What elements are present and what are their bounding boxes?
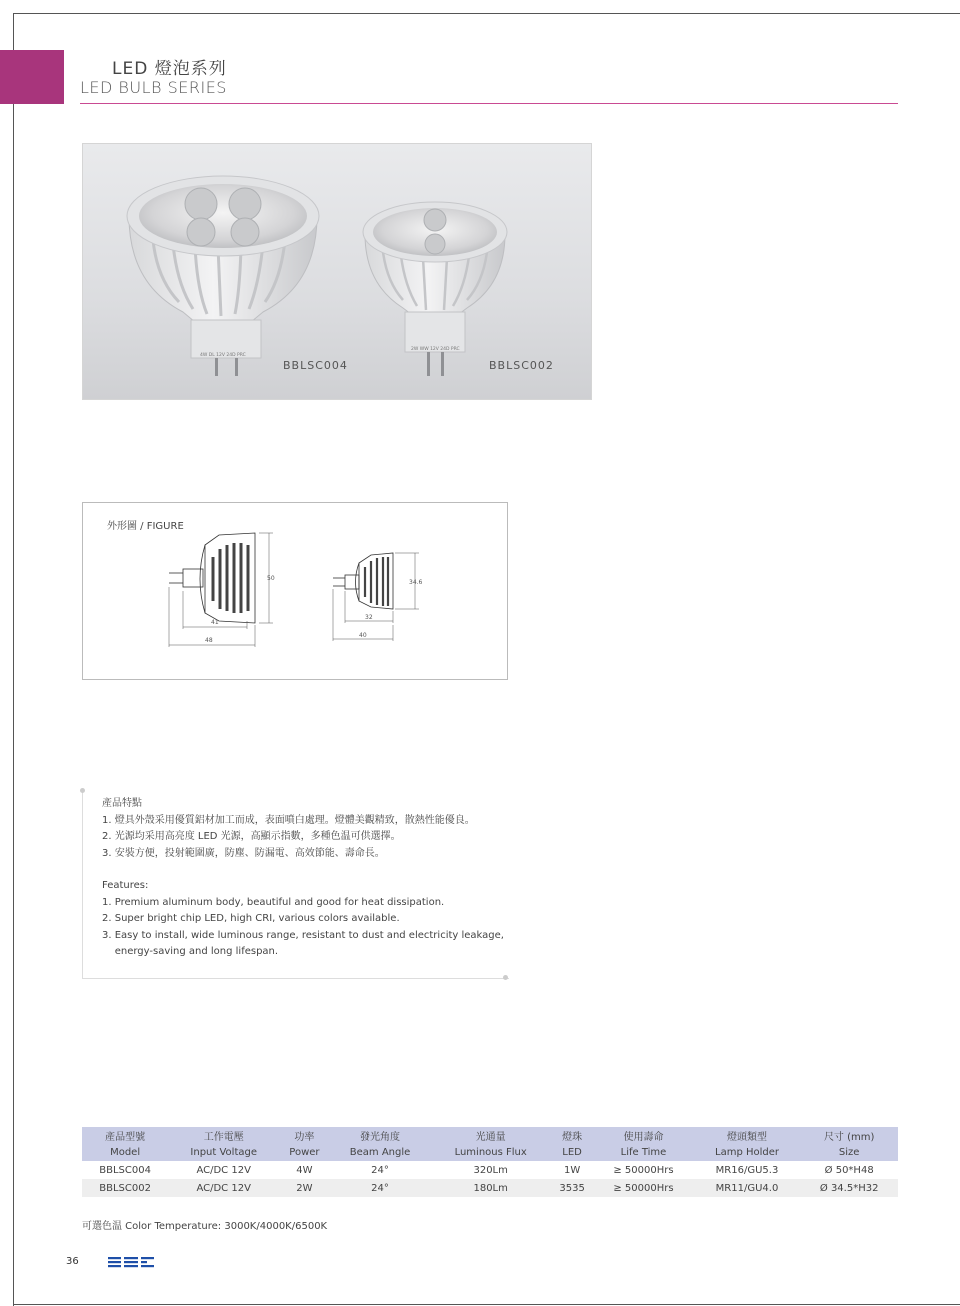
cell-voltage: AC/DC 12V — [168, 1179, 279, 1197]
cell-beam: 24° — [330, 1161, 431, 1179]
table-row — [82, 1161, 898, 1179]
th-beam-cn: 發光角度 — [330, 1127, 431, 1144]
drawing-bulb-small — [333, 553, 393, 609]
dimension-drawing — [83, 503, 509, 681]
cell-size: Ø 50*H48 — [800, 1161, 898, 1179]
section-color-tab — [0, 50, 64, 104]
bulb-bbl-sc002 — [363, 202, 507, 376]
th-flux-en: Luminous Flux — [430, 1144, 550, 1161]
cell-voltage: AC/DC 12V — [168, 1161, 279, 1179]
page-frame-left — [13, 13, 14, 1306]
feature-en-item: energy-saving and long lifespan. — [102, 946, 279, 957]
th-size-en: Size — [800, 1144, 898, 1161]
drawing-bulb-large — [169, 533, 255, 623]
table-row — [82, 1179, 898, 1197]
cell-power: 4W — [279, 1161, 329, 1179]
dim-height-large: 50 — [267, 575, 275, 582]
feature-cn-item: 2. 光源均采用高亮度 LED 光源，高顯示指數，多種色温可供選擇。 — [102, 831, 401, 842]
th-size-cn: 尺寸 (mm) — [800, 1127, 898, 1144]
bulb-2-print: 2W WW 12V 24D PRC — [411, 347, 460, 352]
cell-led: 3535 — [551, 1179, 593, 1197]
bulb-bbl-sc004 — [127, 176, 319, 376]
section-title-cn: LED 燈泡系列 — [112, 59, 227, 79]
panel-corner-dot — [503, 975, 508, 980]
feature-cn-item: 3. 安裝方便，投射範圍廣，防塵、防漏電、高效節能、壽命長。 — [102, 847, 385, 859]
page-number: 36 — [66, 1256, 79, 1267]
table-header-en — [82, 1144, 898, 1161]
th-flux-cn: 光通量 — [430, 1127, 550, 1144]
th-holder-en: Lamp Holder — [694, 1144, 801, 1161]
product-photo — [82, 143, 592, 400]
cell-model: BBLSC004 — [82, 1161, 168, 1179]
dim-total-large: 48 — [205, 637, 213, 644]
photo-label-bblsc002: BBLSC002 — [489, 359, 554, 372]
th-model-cn: 產品型號 — [82, 1127, 168, 1144]
cell-model: BBLSC002 — [82, 1179, 168, 1197]
spec-table — [82, 1127, 898, 1197]
page-frame-top — [13, 13, 960, 14]
th-beam-en: Beam Angle — [330, 1144, 431, 1161]
cell-led: 1W — [551, 1161, 593, 1179]
th-power-en: Power — [279, 1144, 329, 1161]
cell-life: ≥ 50000Hrs — [593, 1179, 693, 1197]
features-en — [102, 878, 504, 961]
dim-height-small: 34.6 — [409, 579, 423, 586]
th-led-en: LED — [551, 1144, 593, 1161]
feature-en-item: 1. Premium aluminum body, beautiful and good for heat dissipation. — [102, 896, 445, 908]
table-header-cn — [82, 1127, 898, 1144]
feature-cn-item: 1. 燈具外殼采用優質鋁材加工而成，表面噴白處理。燈體美觀精致，散熱性能優良。 — [102, 814, 475, 826]
bmc-logo — [108, 1256, 156, 1268]
cell-flux: 320Lm — [430, 1161, 550, 1179]
th-voltage-cn: 工作電壓 — [168, 1127, 279, 1144]
th-voltage-en: Input Voltage — [168, 1144, 279, 1161]
features-heading-en: Features: — [102, 880, 149, 891]
th-holder-cn: 燈頭類型 — [694, 1127, 801, 1144]
dim-body-large: 41 — [211, 619, 219, 626]
bulb-1-print: 4W DL 12V 24D PRC — [200, 353, 246, 358]
cell-holder: MR16/GU5.3 — [694, 1161, 801, 1179]
dimension-figure — [82, 502, 508, 680]
cell-life: ≥ 50000Hrs — [593, 1161, 693, 1179]
th-life-en: Life Time — [593, 1144, 693, 1161]
cell-beam: 24° — [330, 1179, 431, 1197]
page-frame-bottom — [13, 1304, 960, 1305]
section-title-en: LED BULB SERIES — [80, 78, 227, 97]
features-cn — [102, 796, 475, 862]
cell-holder: MR11/GU4.0 — [694, 1179, 801, 1197]
th-model-en: Model — [82, 1144, 168, 1161]
th-power-cn: 功率 — [279, 1127, 329, 1144]
cell-flux: 180Lm — [430, 1179, 550, 1197]
th-life-cn: 使用壽命 — [593, 1127, 693, 1144]
title-divider — [80, 103, 898, 104]
dim-body-small: 32 — [365, 614, 373, 621]
th-led-cn: 燈珠 — [551, 1127, 593, 1144]
features-heading-cn: 產品特點 — [102, 798, 142, 809]
photo-label-bblsc004: BBLSC004 — [283, 359, 348, 372]
color-temperature-note: 可選色温 Color Temperature: 3000K/4000K/6500K — [82, 1221, 328, 1232]
figure-title: 外形圖 / FIGURE — [107, 521, 184, 532]
panel-corner-dot — [80, 788, 85, 793]
cell-power: 2W — [279, 1179, 329, 1197]
dim-total-small: 40 — [359, 632, 367, 639]
feature-en-item: 3. Easy to install, wide luminous range, resistant to dust and electricity leakage, — [102, 929, 504, 941]
feature-en-item: 2. Super bright chip LED, high CRI, various colors available. — [102, 913, 400, 924]
cell-size: Ø 34.5*H32 — [800, 1179, 898, 1197]
